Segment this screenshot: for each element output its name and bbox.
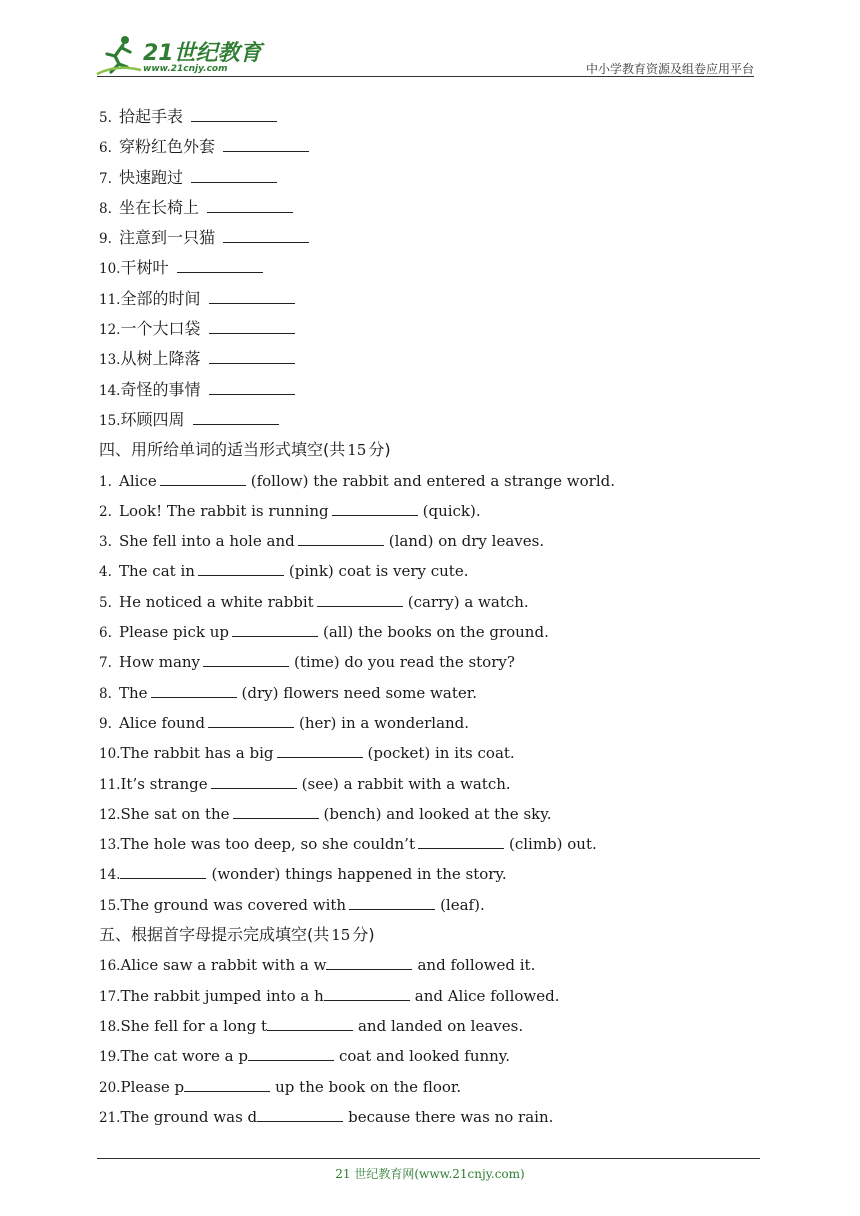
logo-url: www.21cnjy.com [143,64,228,74]
list-item [99,678,779,708]
list-item [99,859,779,889]
list-item [99,769,779,799]
runner-logo-icon [95,34,143,76]
item-text-after: (dry) flowers need some water. [241,683,478,702]
item-text: 奇怪的事情 [120,379,201,399]
item-number: 9. [99,231,112,248]
list-item [99,526,779,556]
item-text-after: (time) do you read the story? [294,653,515,672]
answer-blank[interactable] [209,380,295,395]
answer-blank[interactable] [207,198,293,213]
list-item [99,102,779,132]
answer-blank[interactable] [209,289,295,304]
answer-blank[interactable] [184,1077,270,1092]
item-text-before: Alice [119,471,157,490]
list-item [99,1041,779,1071]
item-text-before: The hole was too deep, so she couldn’t [120,835,415,854]
item-text-before: She fell into a hole and [119,532,295,551]
item-text-before: She fell for a long t [120,1016,267,1035]
list-item [99,405,779,435]
item-number: 20. [99,1079,121,1096]
list-item [99,829,779,859]
answer-blank[interactable] [160,471,246,486]
item-text-before: The cat in [119,562,195,581]
list-item [99,1102,779,1132]
item-text: 穿粉红色外套 [119,137,216,157]
answer-blank[interactable] [208,713,294,728]
item-number: 13. [99,837,121,854]
worksheet-content [99,102,779,1132]
item-text-after: coat and looked funny. [338,1047,511,1066]
item-number: 14. [99,867,121,884]
logo-text: 21世纪教育 [143,41,262,66]
item-text-after: (leaf). [440,895,485,914]
item-text: 快速跑过 [119,167,184,187]
item-text: 干树叶 [120,258,169,278]
list-item [99,193,779,223]
answer-blank[interactable] [418,834,504,849]
list-item [99,647,779,677]
list-item [99,981,779,1011]
item-text-after: (quick). [422,501,481,520]
item-text-after: because there was no rain. [348,1107,554,1126]
list-item [99,1072,779,1102]
item-text: 拾起手表 [119,107,184,126]
item-text-before: The cat wore a p [120,1047,248,1066]
section4-list [99,466,779,920]
answer-blank[interactable] [211,774,297,789]
list-item [99,738,779,768]
answer-blank[interactable] [332,501,418,516]
item-number: 2. [99,503,112,520]
answer-blank[interactable] [209,349,295,364]
answer-blank[interactable] [267,1016,353,1031]
list-item [99,163,779,193]
item-number: 4. [99,564,112,581]
answer-blank[interactable] [151,683,237,698]
answer-blank[interactable] [257,1107,343,1122]
list-item [99,950,779,980]
page-footer: 21 世纪教育网(www.21cnjy.com) [335,1167,525,1181]
list-item [99,253,779,283]
answer-blank[interactable] [298,531,384,546]
item-text-after: (land) on dry leaves. [388,532,545,551]
header-divider [97,76,754,77]
item-text: 全部的时间 [120,288,201,308]
item-text: 坐在长椅上 [119,197,200,217]
item-text-before: The ground was d [120,1107,258,1126]
item-number: 19. [99,1049,121,1066]
list-item [99,556,779,586]
item-text-after: (bench) and looked at the sky. [323,804,552,823]
list-item [99,587,779,617]
item-text-after: (see) a rabbit with a watch. [301,774,511,793]
item-text: 从树上降落 [120,349,201,369]
item-text-after: (pocket) in its coat. [367,744,515,763]
footer-divider [97,1158,760,1159]
item-text-before: Look! The rabbit is running [119,501,329,520]
list-item [99,496,779,526]
list-item [99,466,779,496]
item-number: 8. [99,685,112,702]
answer-blank[interactable] [223,137,309,152]
item-number: 5. [99,110,112,126]
section4-title: 四、用所给单词的适当形式填空(共 15 分) [99,440,391,460]
item-text-after: up the book on the floor. [275,1077,462,1096]
answer-blank[interactable] [232,622,318,637]
item-number: 16. [99,958,121,975]
list-item [99,314,779,344]
item-number: 1. [99,473,112,490]
list-item [99,1011,779,1041]
answer-blank[interactable] [326,955,412,970]
item-number: 7. [99,655,112,672]
item-text-before: Alice saw a rabbit with a w [120,956,327,975]
item-text-before: Please pick up [119,623,229,642]
item-text: 注意到一只猫 [119,228,216,248]
item-text-before: She sat on the [120,804,230,823]
item-text-before: The rabbit has a big [120,744,274,763]
item-text-after: and followed it. [417,956,536,975]
item-number: 3. [99,534,112,551]
list-item [99,708,779,738]
answer-blank[interactable] [209,319,295,334]
list-item [99,284,779,314]
item-number: 12. [99,806,121,823]
item-number: 7. [99,170,112,187]
answer-blank[interactable] [191,107,277,122]
item-number: 10. [99,261,121,278]
item-number: 15. [99,412,121,429]
item-text-before: How many [119,653,201,672]
item-text-before: The rabbit jumped into a h [120,986,324,1005]
answer-blank[interactable] [203,652,289,667]
answer-blank[interactable] [191,168,277,183]
item-number: 5. [99,594,112,611]
section5-title: 五、根据首字母提示完成填空(共 15 分) [99,925,375,945]
item-number: 10. [99,746,121,763]
section5-list [99,950,779,1132]
item-number: 21. [99,1109,121,1126]
list-item [99,890,779,920]
item-text-after: (wonder) things happened in the story. [211,865,507,884]
answer-blank[interactable] [177,258,263,273]
list-item [99,344,779,374]
list-item [99,132,779,162]
list-item [99,223,779,253]
item-number: 18. [99,1018,121,1035]
item-text-after: (pink) coat is very cute. [288,562,469,581]
item-text-after: (her) in a wonderland. [298,713,470,732]
item-number: 11. [99,776,121,793]
answer-blank[interactable] [317,592,403,607]
item-text-after: and landed on leaves. [357,1016,524,1035]
item-text-before: Alice found [119,713,205,732]
item-text-before: He noticed a white rabbit [119,592,314,611]
answer-blank[interactable] [233,804,319,819]
item-text: 一个大口袋 [120,319,201,339]
item-text-after: (climb) out. [508,835,597,854]
item-text-before: Please p [120,1077,185,1096]
logo [95,34,265,80]
platform-name: 中小学教育资源及组卷应用平台 [585,62,754,76]
answer-blank[interactable] [277,743,363,758]
answer-blank[interactable] [324,986,410,1001]
item-text-after: (carry) a watch. [407,592,529,611]
answer-blank[interactable] [248,1046,334,1061]
item-text-after: (follow) the rabbit and entered a strange world. [250,471,615,490]
list-item [99,799,779,829]
item-number: 14. [99,382,121,399]
item-number: 6. [99,625,112,642]
item-number: 8. [99,200,112,217]
answer-blank[interactable] [120,864,206,879]
item-text-before: The ground was covered with [120,895,347,914]
list-item [99,617,779,647]
item-number: 13. [99,352,121,369]
answer-blank[interactable] [223,228,309,243]
item-number: 11. [99,291,121,308]
item-text-after: and Alice followed. [414,986,560,1005]
item-number: 12. [99,322,121,339]
part3-list [99,102,779,435]
item-text-after: (all) the books on the ground. [322,623,549,642]
answer-blank[interactable] [193,410,279,425]
item-number: 6. [99,140,112,157]
item-number: 15. [99,897,121,914]
item-text-before: The [119,683,148,702]
item-number: 17. [99,988,121,1005]
item-number: 9. [99,715,112,732]
item-text: 环顾四周 [120,409,185,429]
answer-blank[interactable] [198,561,284,576]
answer-blank[interactable] [349,895,435,910]
page-header [0,0,860,80]
item-text-before: It’s strange [120,774,208,793]
list-item [99,375,779,405]
